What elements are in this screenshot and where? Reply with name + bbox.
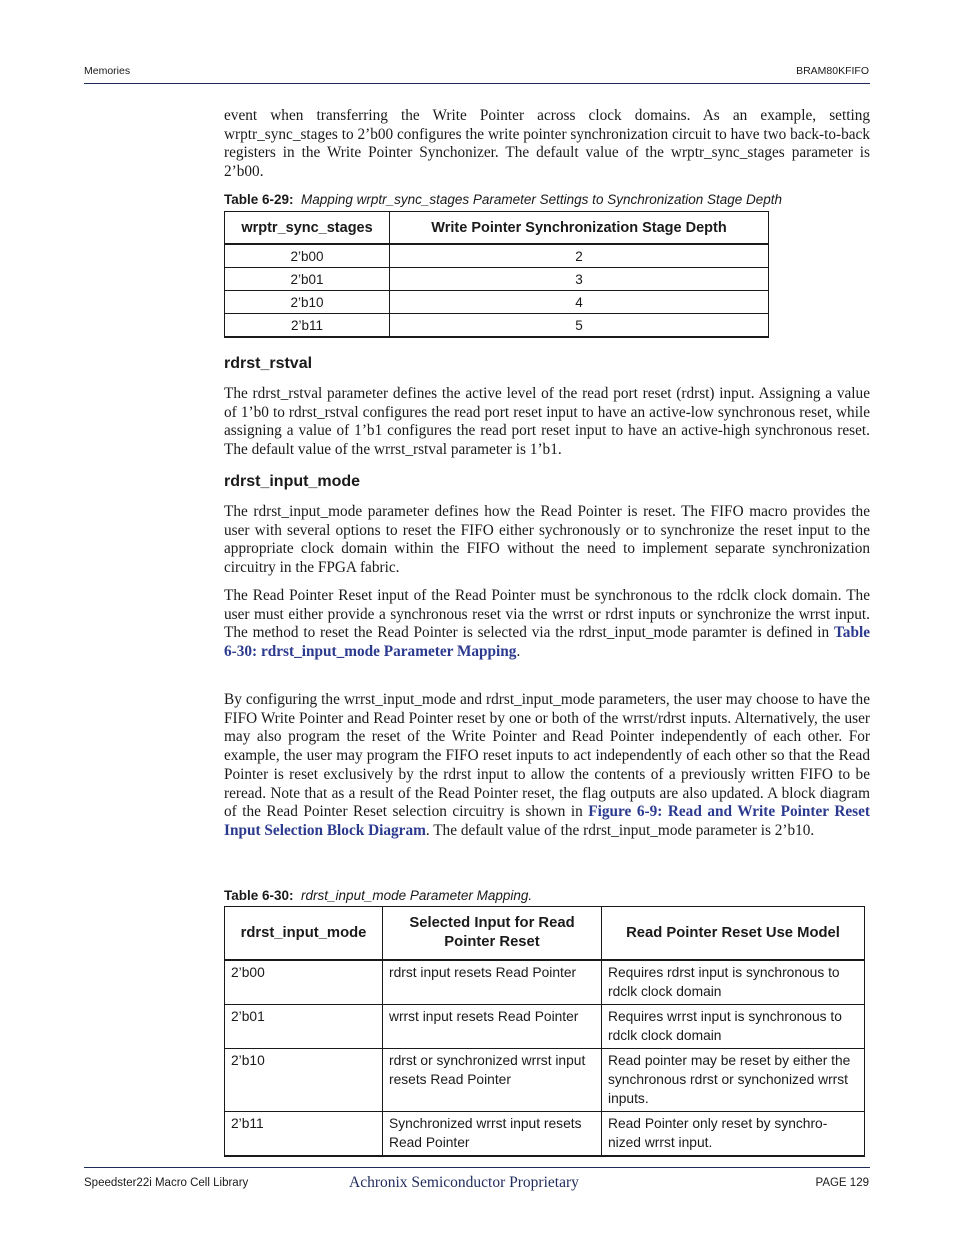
footer-proprietary-notice: Achronix Semiconductor Proprietary: [349, 1174, 579, 1191]
table-row: [225, 268, 769, 291]
table-cell: 2’b01: [225, 268, 390, 291]
table-cell: wrrst input resets Read Pointer: [383, 1005, 602, 1049]
table-cell: Requires rdrst input is synchronous to rdclk clock domain: [602, 960, 865, 1005]
table-29: [224, 211, 769, 338]
table-cell: rdrst input resets Read Pointer: [383, 960, 602, 1005]
footer-page-number: PAGE 129: [815, 1177, 869, 1189]
table-30-cross-reference-link[interactable]: Table 6-30: rdrst_input_mode Parameter Mapping: [224, 624, 870, 661]
table-30-caption-text: rdrst_input_mode Parameter Mapping.: [301, 888, 533, 903]
table-row: [225, 1005, 865, 1049]
rdrst-input-mode-paragraph-2: [224, 587, 870, 662]
table-header-cell: Read Pointer Reset Use Model: [602, 907, 865, 961]
table-30-caption: [224, 888, 532, 903]
table-row: [225, 314, 769, 338]
table-cell: 2’b00: [225, 960, 383, 1005]
table-cell: 2’b11: [225, 314, 390, 338]
table-header-cell: Write Pointer Synchronization Stage Depth: [390, 212, 769, 245]
heading-rdrst-input-mode: rdrst_input_mode: [224, 473, 361, 490]
footer-document-title: Speedster22i Macro Cell Library: [84, 1177, 249, 1189]
table-header-row: [225, 907, 865, 961]
table-30-caption-label: Table 6-30:: [224, 888, 294, 903]
table-header-cell: Selected Input for Read Pointer Reset: [383, 907, 602, 961]
table-29-caption-text: Mapping wrptr_sync_stages Parameter Settings to Synchronization Stage Depth: [301, 192, 783, 207]
table-row: [225, 291, 769, 314]
table-30: [224, 906, 865, 1157]
paragraph-text: The Read Pointer Reset input of the Read Pointer must be synchronous to the rdclk clock domain. The user must either provide a synchronous reset via the wrrst or rdrst inputs or synchronize the wrrst input. The method to reset the Read Pointer is selected via the rdrst_input_mode paramter is defined in: [224, 587, 870, 642]
table-cell: rdrst or synchronized wrrst input resets Read Pointer: [383, 1049, 602, 1112]
running-header-section: Memories: [84, 65, 131, 77]
table-cell: 2’b10: [225, 291, 390, 314]
figure-6-9-cross-reference-link[interactable]: Figure 6-9: Read and Write Pointer Reset Input Selection Block Diagram: [224, 803, 870, 839]
table-cell: Read pointer may be reset by either the synchronous rdrst or synchonized wrrst inputs.: [602, 1049, 865, 1112]
table-cell: 4: [390, 291, 769, 314]
table-cell: 3: [390, 268, 769, 291]
rdrst-input-mode-paragraph-1: The rdrst_input_mode parameter defines how the Read Pointer is reset. The FIFO macro provides the user with several options to reset the FIFO either sychronously or to synchronize the reset input to the appropriate clock domain within the FIFO without the need to implement separate synchronization circuitry in the FPGA fabric.: [224, 503, 870, 577]
table-header-cell: wrptr_sync_stages: [225, 212, 390, 245]
table-cell: 2’b10: [225, 1049, 383, 1112]
table-cell: Synchronized wrrst input resets Read Pointer: [383, 1112, 602, 1157]
paragraph-text: By configuring the wrrst_input_mode and rdrst_input_mode parameters, the user may choose to have the FIFO Write Pointer and Read Pointer reset by one or both of the wrrst/rdrst inputs. Alternatively, the user may also program the reset of the Write Pointer and Read Pointer independently of each other. For example, the user may program the FIFO reset inputs to act independently of each other so that the Read Pointer is reset exclusively by the rdrst input to allow the contents of a previously written FIFO to be reread. Note that as a result of the Read Pointer reset, the flag outputs are also updated. A block diagram of the Read Pointer Reset selection circuitry is shown in: [224, 691, 870, 821]
table-29-caption-label: Table 6-29:: [224, 192, 294, 207]
table-row: [225, 244, 769, 268]
table-cell: Requires wrrst input is synchronous to rdclk clock domain: [602, 1005, 865, 1049]
heading-rdrst-rstval: rdrst_rstval: [224, 355, 313, 372]
intro-paragraph: event when transferring the Write Pointer across clock domains. As an example, setting wrptr_sync_stages to 2’b00 configures the write pointer synchronization circuit to have two back-to-back registers in the Write Pointer Synchonizer. The default value of the wrptr_sync_stages parameter is 2’b00.: [224, 107, 870, 181]
table-29-caption: [224, 192, 782, 207]
header-rule: [84, 83, 870, 84]
table-cell: 2: [390, 244, 769, 268]
table-cell: 2’b11: [225, 1112, 383, 1157]
table-row: [225, 960, 865, 1005]
rdrst-rstval-paragraph: The rdrst_rstval parameter defines the active level of the read port reset (rdrst) input. Assigning a value of 1’b0 to rdrst_rstval configures the read port reset input to have an active-low synchronous reset, while assigning a value of 1’b1 configures the read port reset input to have an active-high synchronous reset. The default value of the wrrst_rstval parameter is 1’b1.: [224, 385, 870, 459]
table-cell: 2’b01: [225, 1005, 383, 1049]
rdrst-input-mode-paragraph-3: [224, 691, 870, 841]
table-cell: 2’b00: [225, 244, 390, 268]
table-row: [225, 1112, 865, 1157]
table-header-cell: rdrst_input_mode: [225, 907, 383, 961]
running-header-title: BRAM80KFIFO: [796, 65, 869, 77]
table-cell: Read Pointer only reset by synchro-nized wrrst input.: [602, 1112, 865, 1157]
table-header-row: [225, 212, 769, 245]
footer-rule: [84, 1167, 870, 1168]
paragraph-text: . The default value of the rdrst_input_mode parameter is 2’b10.: [425, 821, 815, 839]
table-cell: 5: [390, 314, 769, 338]
paragraph-text: .: [516, 643, 521, 661]
table-row: [225, 1049, 865, 1112]
